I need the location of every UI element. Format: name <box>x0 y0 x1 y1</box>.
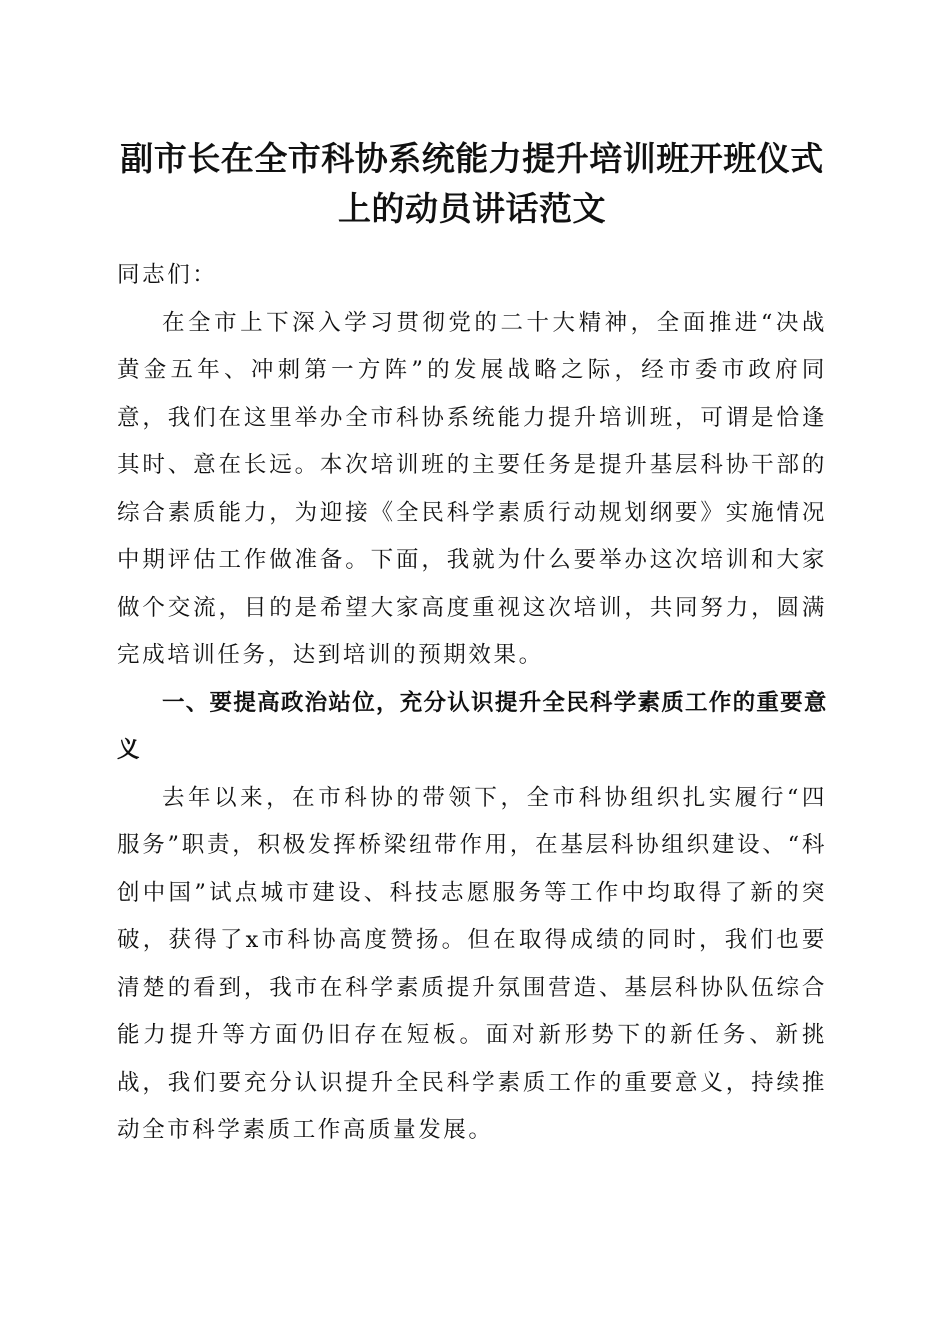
paragraph-intro: 在全市上下深入学习贯彻党的二十大精神，全面推进“决战黄金五年、冲刺第一方阵”的发展战略之际，经市委市政府同意，我们在这里举办全市科协系统能力提升培训班，可谓是恰逢其时、意在长远。本次培训班的主要任务是提升基层科协干部的综合素质能力，为迎接《全民科学素质行动规划纲要》实施情况中期评估工作做准备。下面，我就为什么要举办这次培训和大家做个交流，目的是希望大家高度重视这次培训，共同努力，圆满完成培训任务，达到培训的预期效果。 <box>117 309 827 668</box>
paragraph-section-1: 去年以来，在市科协的带领下，全市科协组织扎实履行“四服务”职责，积极发挥桥梁纽带作用，在基层科协组织建设、“科创中国”试点城市建设、科技志愿服务等工作中均取得了新的突破，获得了x市科协高度赞扬。但在取得成绩的同时，我们也要清楚的看到，我市在科学素质提升氛围营造、基层科协队伍综合能力提升等方面仍旧存在短板。面对新形势下的新任务、新挑战，我们要充分认识提升全民科学素质工作的重要意义，持续推动全市科学素质工作高质量发展。 <box>117 784 827 1143</box>
salutation: 同志们： <box>117 262 218 288</box>
document-body <box>117 252 827 1155</box>
document-title: 副市长在全市科协系统能力提升培训班开班仪式上的动员讲话范文 <box>120 139 824 228</box>
section-heading-1: 一、要提高政治站位，充分认识提升全民科学素质工作的重要意义 <box>117 689 827 763</box>
